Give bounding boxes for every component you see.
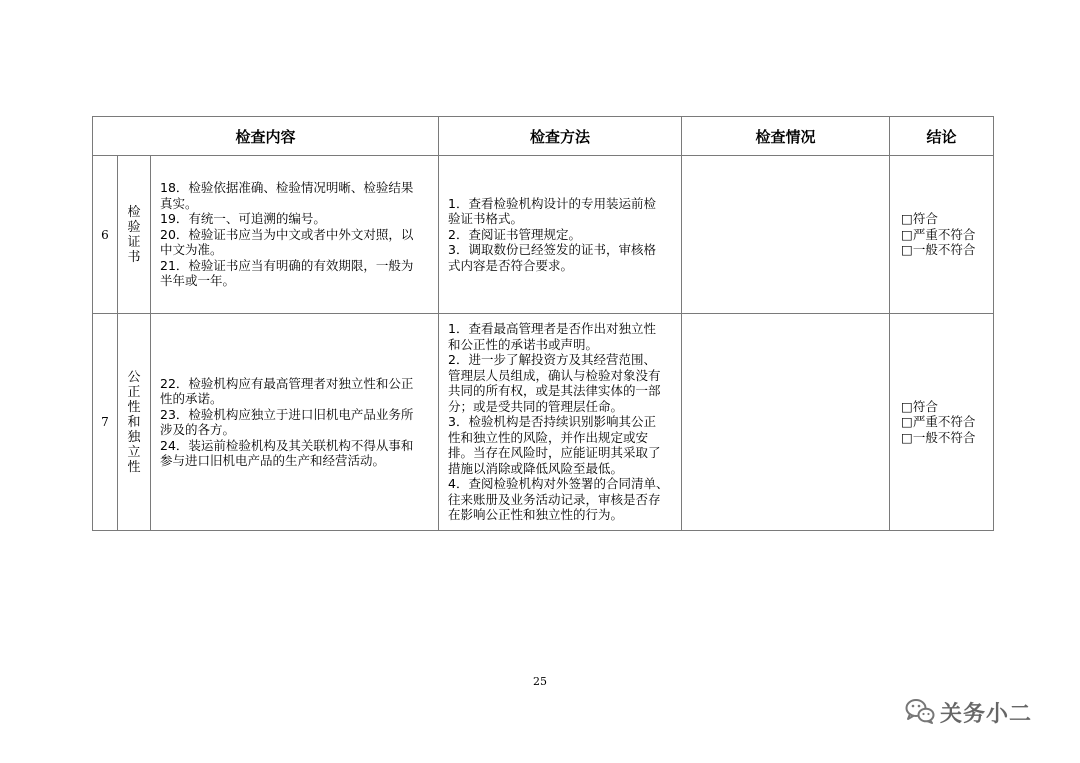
- content-line: 24．装运前检验机构及其关联机构不得从事和: [160, 437, 414, 453]
- situation-cell[interactable]: [682, 156, 890, 314]
- method-cell: [439, 156, 682, 314]
- method-line: 式内容是否符合要求。: [448, 257, 574, 273]
- content-line: 涉及的各方。: [160, 422, 236, 437]
- row-number: 6: [93, 156, 118, 314]
- content-line: 20．检验证书应当为中文或者中外文对照，以: [160, 226, 414, 242]
- method-cell: [439, 314, 682, 531]
- watermark: [905, 697, 1032, 728]
- method-line: 措施以消除或降低风险至最低。: [448, 460, 624, 476]
- method-line: 4．查阅检验机构对外签署的合同清单、: [448, 476, 669, 492]
- wechat-icon: [905, 698, 935, 728]
- method-line: 排。当存在风险时，应能证明其采取了: [448, 445, 661, 461]
- method-line: 性和独立性的风险，并作出规定或安: [448, 429, 649, 445]
- method-line: 在影响公正性和独立性的行为。: [448, 507, 624, 523]
- header-check-situation: 检查情况: [682, 117, 890, 156]
- table-header-row: [93, 117, 994, 156]
- method-line: 1．查看检验机构设计的专用装运前检: [448, 195, 656, 211]
- result-option-serious-nonconform[interactable]: □严重不符合: [901, 414, 976, 430]
- method-line: 3．检验机构是否持续识别影响其公正: [448, 414, 656, 430]
- content-line: 真实。: [160, 195, 198, 211]
- method-line: 共同的所有权，或是其法律实体的一部: [448, 383, 661, 399]
- result-cell: [890, 156, 994, 314]
- method-line: 管理层人员组成，确认与检验对象没有: [448, 367, 661, 383]
- header-conclusion: 结论: [890, 117, 994, 156]
- item-name: 公正性和独立性: [127, 369, 141, 475]
- content-line: 中文为准。: [160, 242, 223, 258]
- result-option-general-nonconform[interactable]: □一般不符合: [901, 242, 976, 258]
- inspection-table: [92, 116, 994, 531]
- result-option-conform[interactable]: □符合: [901, 211, 938, 227]
- method-line: 验证书格式。: [448, 211, 524, 227]
- header-check-method: 检查方法: [439, 117, 682, 156]
- content-cell: [151, 156, 439, 314]
- item-cell: [118, 314, 151, 531]
- content-cell: [151, 314, 439, 531]
- method-line: 分；或是受共同的管理层任命。: [448, 398, 624, 414]
- method-line: 3．调取数份已经签发的证书，审核格: [448, 242, 656, 258]
- watermark-text: 关务小二: [940, 702, 1033, 727]
- item-cell: [118, 156, 151, 314]
- content-line: 23．检验机构应独立于进口旧机电产品业务所: [160, 406, 414, 422]
- table-row: [93, 314, 994, 531]
- content-line: 22．检验机构应有最高管理者对独立性和公正: [160, 375, 414, 391]
- result-option-general-nonconform[interactable]: □一般不符合: [901, 429, 976, 445]
- content-line: 21．检验证书应当有明确的有效期限，一般为: [160, 257, 414, 273]
- content-line: 性的承诺。: [160, 391, 223, 406]
- page-number: 25: [533, 675, 547, 688]
- table-row: [93, 156, 994, 314]
- method-line: 往来账册及业务活动记录，审核是否存: [448, 491, 661, 507]
- row-number: 7: [93, 314, 118, 531]
- method-line: 和公正性的承诺书或声明。: [448, 336, 599, 352]
- content-line: 半年或一年。: [160, 273, 236, 289]
- result-option-conform[interactable]: □符合: [901, 398, 938, 414]
- content-line: 19．有统一、可追溯的编号。: [160, 211, 326, 227]
- situation-cell[interactable]: [682, 314, 890, 531]
- method-line: 2．进一步了解投资方及其经营范围、: [448, 352, 656, 368]
- header-check-content: 检查内容: [93, 117, 439, 156]
- item-name: 检验证书: [127, 204, 141, 265]
- method-line: 2．查阅证书管理规定。: [448, 226, 581, 242]
- method-line: 1．查看最高管理者是否作出对独立性: [448, 321, 656, 337]
- content-line: 参与进口旧机电产品的生产和经营活动。: [160, 453, 386, 468]
- content-line: 18．检验依据准确、检验情况明晰、检验结果: [160, 180, 414, 196]
- result-option-serious-nonconform[interactable]: □严重不符合: [901, 226, 976, 242]
- result-cell: [890, 314, 994, 531]
